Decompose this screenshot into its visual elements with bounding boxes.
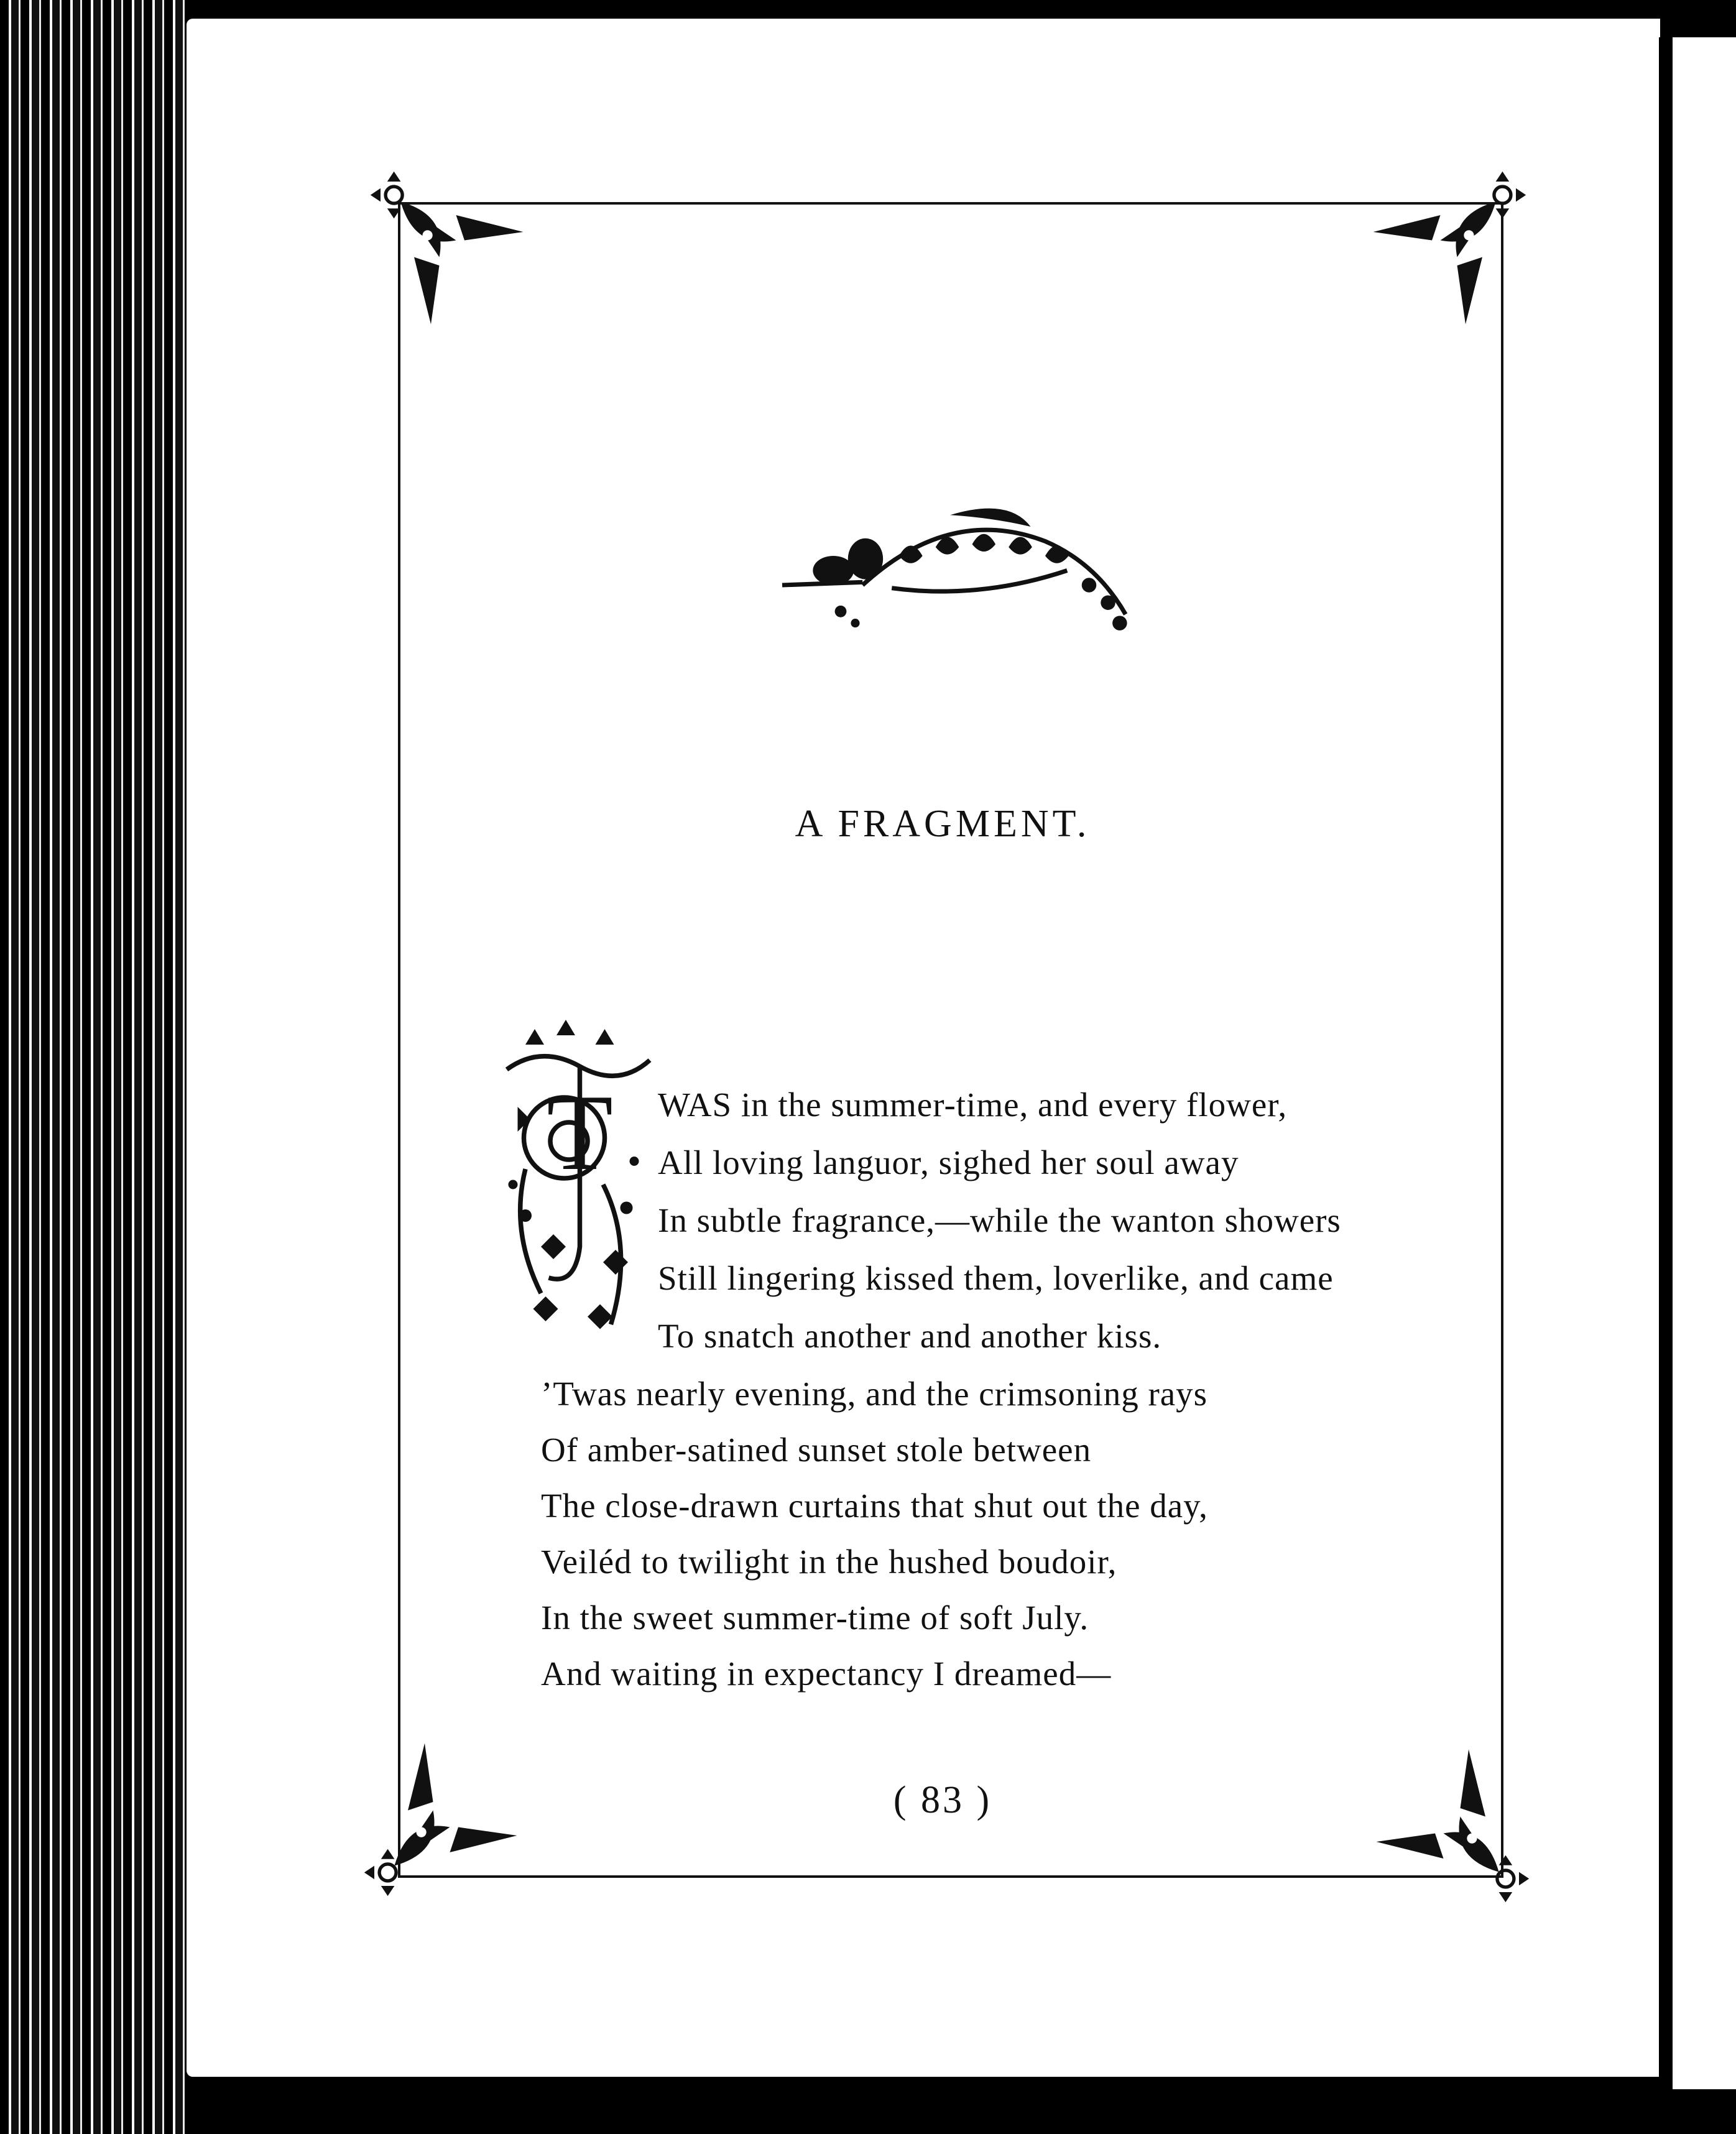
fleuron-corner-icon [1368, 1741, 1536, 1909]
poem-line: In the sweet summer-time of soft July. [541, 1599, 1089, 1637]
floral-vignette [774, 497, 1141, 644]
poem-line: Veiléd to twilight in the hushed boudoir, [541, 1543, 1117, 1581]
poem-line: WAS in the summer-time, and every flower, [658, 1086, 1288, 1124]
corner-ornament-top-left [364, 165, 532, 333]
svg-text:T: T [547, 1072, 613, 1193]
corner-ornament-bottom-right [1368, 1741, 1536, 1909]
corner-ornament-top-right [1365, 165, 1533, 333]
ornamental-initial-T-icon [494, 1014, 665, 1362]
poem-title: A FRAGMENT. [795, 803, 1091, 845]
poem-line: Still lingering kissed them, loverlike, and came [658, 1259, 1334, 1297]
fleuron-corner-icon [364, 165, 532, 333]
poem-line: ’Twas nearly evening, and the crimsoning rays [541, 1375, 1208, 1413]
poem-line: The close-drawn curtains that shut out the day, [541, 1487, 1208, 1525]
lily-of-the-valley-vignette-icon [774, 497, 1141, 644]
drop-cap-initial [494, 1014, 665, 1362]
poem-line: And waiting in expectancy I dreamed— [541, 1655, 1112, 1693]
poem-line: Of amber-satined sunset stole between [541, 1431, 1092, 1469]
poem-line: In subtle fragrance,—while the wanton showers [658, 1201, 1341, 1239]
fleuron-corner-icon [1365, 165, 1533, 333]
poem-line: All loving languor, sighed her soul away [658, 1143, 1239, 1181]
page-number: ( 83 ) [893, 1779, 992, 1821]
poem-line: To snatch another and another kiss. [658, 1317, 1162, 1355]
